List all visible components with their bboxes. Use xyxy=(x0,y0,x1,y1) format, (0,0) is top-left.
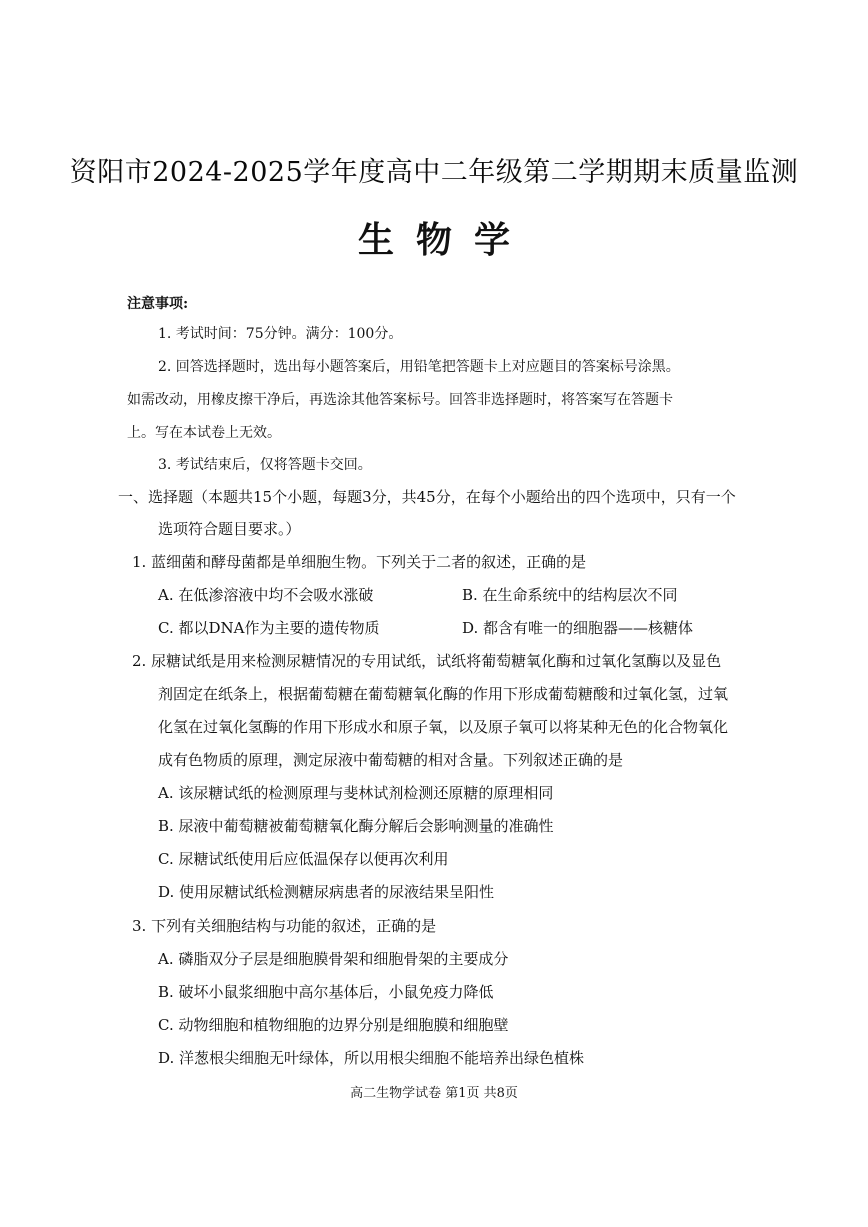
subject-title: 生物学 xyxy=(357,219,532,261)
page-footer: 高二生物学试卷 第1页 共8页 xyxy=(350,1086,518,1101)
question-1-option-c: C. 都以DNA作为主要的遗传物质 xyxy=(158,619,380,637)
notice-heading: 注意事项: xyxy=(127,296,189,312)
question-2-stem-line-3: 化氢在过氧化氢酶的作用下形成水和原子氧，以及原子氧可以将某种无色的化合物氧化 xyxy=(158,718,729,736)
exam-title: 资阳市2024-2025学年度高中二年级第二学期期末质量监测 xyxy=(69,157,799,188)
question-3-option-d: D. 洋葱根尖细胞无叶绿体，所以用根尖细胞不能培养出绿色植株 xyxy=(158,1049,585,1067)
question-2-stem-line-2: 剂固定在纸条上，根据葡萄糖在葡萄糖氧化酶的作用下形成葡萄糖酸和过氧化氢，过氧 xyxy=(158,685,729,703)
notice-item-2-line-1: 2. 回答选择题时，选出每小题答案后，用铅笔把答题卡上对应题目的答案标号涂黑。 xyxy=(158,359,680,375)
question-2-stem-line-1: 2. 尿糖试纸是用来检测尿糖情况的专用试纸，试纸将葡萄糖氧化酶和过氧化氢酶以及显色 xyxy=(132,652,722,670)
notice-item-1: 1. 考试时间：75分钟。满分：100分。 xyxy=(158,326,403,342)
question-3-option-b: B. 破坏小鼠浆细胞中高尔基体后，小鼠免疫力降低 xyxy=(158,983,494,1001)
question-2-option-b: B. 尿液中葡萄糖被葡萄糖氧化酶分解后会影响测量的准确性 xyxy=(158,817,554,835)
question-1-option-b: B. 在生命系统中的结构层次不同 xyxy=(462,586,678,604)
question-1-stem: 1. 蓝细菌和酵母菌都是单细胞生物。下列关于二者的叙述，正确的是 xyxy=(132,553,587,571)
question-2-stem-line-4: 成有色物质的原理，测定尿液中葡萄糖的相对含量。下列叙述正确的是 xyxy=(158,751,624,769)
section-heading-line-2: 选项符合题目要求。） xyxy=(158,520,301,538)
question-3-option-c: C. 动物细胞和植物细胞的边界分别是细胞膜和细胞壁 xyxy=(158,1016,509,1034)
question-2-option-d: D. 使用尿糖试纸检测糖尿病患者的尿液结果呈阳性 xyxy=(158,883,495,901)
notice-item-2-line-2: 如需改动，用橡皮擦干净后，再选涂其他答案标号。回答非选择题时，将答案写在答题卡 xyxy=(127,392,673,408)
notice-item-3: 3. 考试结束后，仅将答题卡交回。 xyxy=(158,457,372,473)
question-1-option-d: D. 都含有唯一的细胞器——核糖体 xyxy=(462,619,694,637)
question-1-option-a: A. 在低渗溶液中均不会吸水涨破 xyxy=(158,586,374,604)
question-2-option-a: A. 该尿糖试纸的检测原理与斐林试剂检测还原糖的原理相同 xyxy=(158,784,554,802)
section-heading-line-1: 一、选择题（本题共15个小题，每题3分，共45分，在每个小题给出的四个选项中，只有一个 xyxy=(118,488,736,506)
question-3-stem: 3. 下列有关细胞结构与功能的叙述，正确的是 xyxy=(132,917,437,935)
question-3-option-a: A. 磷脂双分子层是细胞膜骨架和细胞骨架的主要成分 xyxy=(158,950,509,968)
question-2-option-c: C. 尿糖试纸使用后应低温保存以便再次利用 xyxy=(158,850,449,868)
notice-item-2-line-3: 上。写在本试卷上无效。 xyxy=(127,425,281,441)
